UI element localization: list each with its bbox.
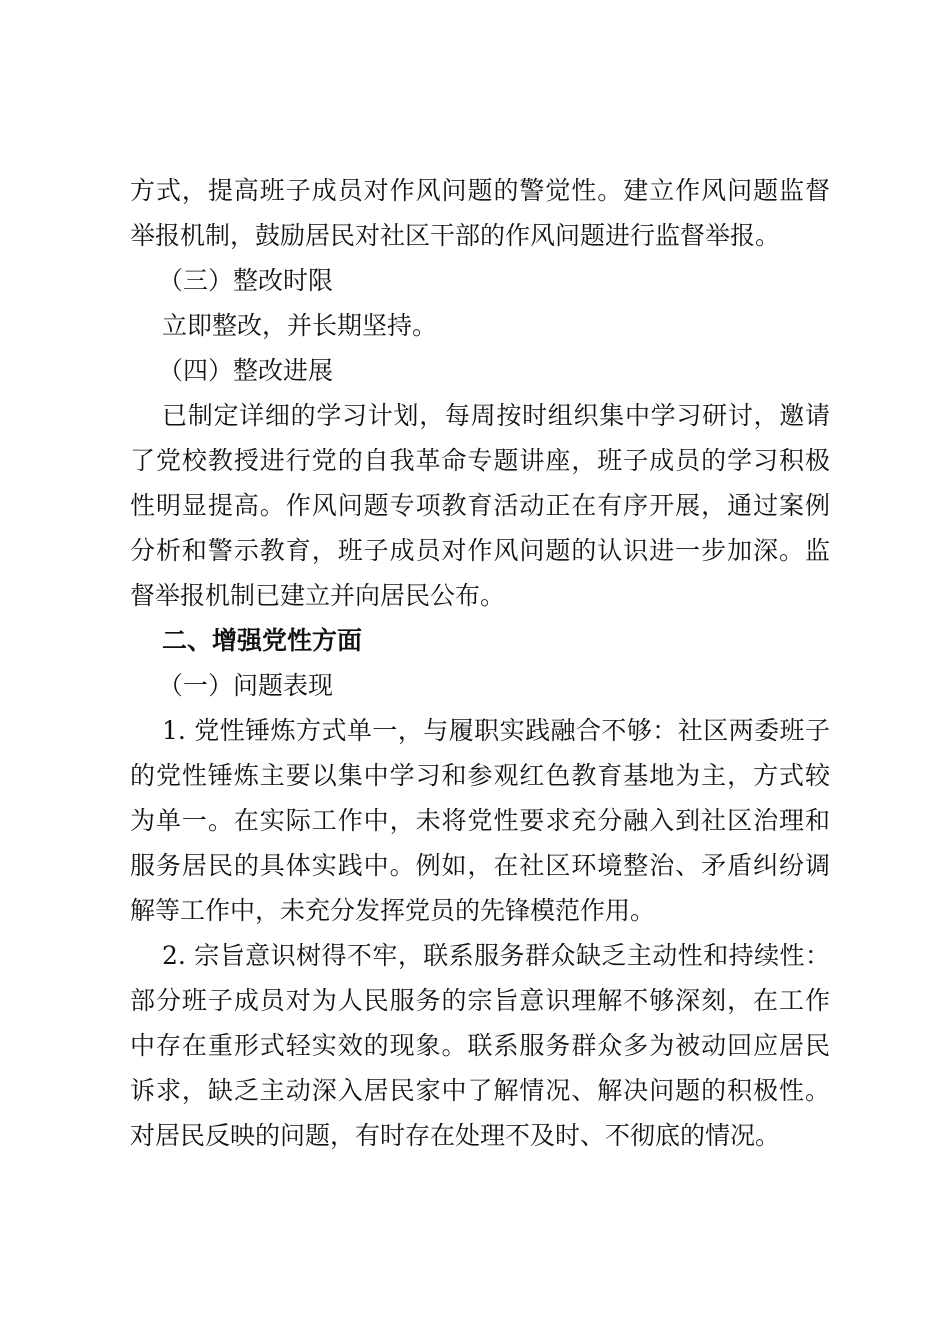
text-line: 举报机制，鼓励居民对社区干部的作风问题进行监督举报。 — [130, 221, 781, 250]
text-line: 已制定详细的学习计划，每周按时组织集中学习研讨，邀请 — [162, 401, 830, 430]
text-line: 2. 宗旨意识树得不牢，联系服务群众缺乏主动性和持续性： — [162, 941, 830, 970]
text-line: 督举报机制已建立并向居民公布。 — [130, 581, 506, 610]
text-line: 分析和警示教育，班子成员对作风问题的认识进一步加深。监 — [130, 536, 830, 565]
subsection-heading: （一）问题表现 — [158, 671, 334, 700]
subsection-heading: （四）整改进展 — [158, 356, 334, 385]
text-line: 方式，提高班子成员对作风问题的警觉性。建立作风问题监督 — [130, 176, 830, 205]
text-line: 性明显提高。作风问题专项教育活动正在有序开展，通过案例 — [130, 491, 830, 520]
text-line: 服务居民的具体实践中。例如，在社区环境整治、矛盾纠纷调 — [130, 851, 830, 880]
text-line: 立即整改，并长期坚持。 — [162, 311, 438, 340]
text-line: 1. 党性锤炼方式单一，与履职实践融合不够：社区两委班子 — [162, 716, 830, 745]
text-line: 部分班子成员对为人民服务的宗旨意识理解不够深刻，在工作 — [130, 986, 830, 1015]
text-line: 的党性锤炼主要以集中学习和参观红色教育基地为主，方式较 — [130, 761, 830, 790]
section-heading: 二、增强党性方面 — [162, 626, 363, 655]
document-page — [130, 168, 830, 1158]
text-line: 为单一。在实际工作中，未将党性要求充分融入到社区治理和 — [130, 806, 830, 835]
text-line: 解等工作中，未充分发挥党员的先锋模范作用。 — [130, 896, 656, 925]
text-line: 中存在重形式轻实效的现象。联系服务群众多为被动回应居民 — [130, 1031, 830, 1060]
text-line: 了党校教授进行党的自我革命专题讲座，班子成员的学习积极 — [130, 446, 830, 475]
subsection-heading: （三）整改时限 — [158, 266, 334, 295]
text-line: 对居民反映的问题，有时存在处理不及时、不彻底的情况。 — [130, 1121, 781, 1150]
text-line: 诉求，缺乏主动深入居民家中了解情况、解决问题的积极性。 — [130, 1076, 830, 1105]
